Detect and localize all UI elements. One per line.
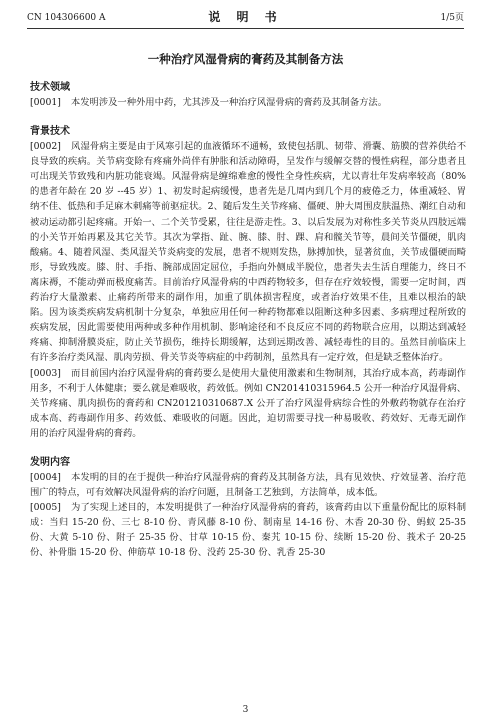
document-title: 一种治疗风湿骨病的膏药及其制备方法 [147,52,344,66]
paragraph-0003 [30,366,466,441]
paragraph-text: 而目前国内治疗风湿骨病的膏药要么是使用大量使用激素和生物制剂，其治疗成本高，药毒副作用多，不利于人体健康；要么就是难吸收，药效低。例如 CN201410315964.5 公开一种治疗风湿骨病、关节疼痛、肌肉损伤的膏药和 CN201210310687.X 公开了治疗风湿骨病综合性的外敷药物就存在治疗成本高、药毒副作用多、药效低、难吸收的问题。因此，迫切需要寻找一种易吸收、药效好、无毒无副作用的治疗风湿骨病的膏药。 [30,367,466,439]
paragraph-number: [0003] [30,367,61,379]
paragraph-number: [0004] [30,471,61,483]
page-header [27,8,464,26]
document-type: 说 明 书 [208,10,283,24]
section-heading-summary: 发明内容 [30,456,70,468]
paragraph-0002 [30,139,466,365]
paragraph-0005 [30,500,466,560]
paragraph-text: 本发明的目的在于提供一种治疗风湿骨病的膏药及其制备方法，具有见效快、疗效显著、治疗范围广的特点，可有效解决风湿骨病的治疗问题，且制备工艺独到，方法简单，成本低。 [30,471,466,499]
paragraph-number: [0002] [30,141,61,153]
header-rule [27,28,464,29]
paragraph-number: [0005] [30,502,61,514]
paragraph-text: 本发明涉及一种外用中药，尤其涉及一种治疗风湿骨病的膏药及其制备方法。 [70,97,388,108]
paragraph-text: 风湿骨病主要是由于风寒引起的血液循环不通畅，致使包括肌、韧带、滑囊、筋膜的营养供给不良导致的疾病。关节病变除有疼痛外尚伴有肿胀和活动障碍，呈发作与缓解交替的慢性病程，部分患者且可出现关节致残和内脏功能衰竭。风湿骨病是缠绵难愈的慢性全身性疾病，尤以青壮年发病率较高（80%的患者年龄在 20 岁 --45 岁）1、初发时起病缓慢，患者先是几周内到几个月的疲倦乏力，体重减轻、胃纳不佳、低热和手足麻木刺痛等前驱症状。2、随后发生关节疼痛、僵硬、肿大周围皮肤温热、潮红自动和被动运动都引起疼痛。开始一、二个关节受累，往往是游走性。3、以后发展为对称性多关节炎从四肢远端的小关节开始再累及其它关节。其次为掌指、趾、腕、膝、肘、踝、肩和髋关节等，晨间关节僵硬，肌肉酸痛。4、随着风湿、类风湿关节炎病变的发展，患者不规则发热，脉搏加快，显著贫血，关节成僵硬而畸形，导致残废。膝、肘、手指、腕部成固定屈位，手指向外侧成半脱位，患者失去生活自理能力，终日不离床褥，不能动弹而极度痛苦。目前治疗风湿骨病的中西药物较多，但存在疗效较慢，需要一定时间，西药治疗大量激素、止痛药所带来的副作用，加重了肌体损害程度，或者治疗效果不佳，且难以根治的缺陷。因为该类疾病发病机制十分复杂，单独应用任何一种药物都难以阻断这种多因素、多病理过程所致的疾病发展，因此需要使用两种或多种作用机制、影响途径和不良反应不同的药物联合应用，以期达到减轻疼痛、抑制滑膜炎症，防止关节损伤，维持长期缓解，达到远期改善、减轻毒性的目的。虽然目前临床上有许多治疗类风湿、肌肉劳损、骨关节炎等病症的中药制剂，虽然具有一定疗效，但是缺乏整体治疗。 [30,141,466,364]
paragraph-0004 [30,470,466,500]
section-heading-field: 技术领域 [30,82,70,93]
paragraph-0001 [30,95,466,110]
paragraph-number: [0001] [30,97,61,108]
paragraph-text: 为了实现上述目的，本发明提供了一种治疗风湿骨病的膏药，该膏药由以下重量份配比的原料制成：当归 15-20 份、三七 8-10 份、青风藤 8-10 份、制南星 14-16 份、木香 20-30 份、蚂蚁 25-35 份、大黄 5-10 份、附子 25-35 份、甘草 10-15 份、秦艽 10-15 份、续断 15-20 份、莪术子 20-25 份、补骨脂 15-20 份、伸筋草 10-18 份、没药 25-30 份、乳香 25-30 [30,502,466,559]
page-number: 3 [242,705,249,715]
document-number: CN 104306600 A [27,13,106,23]
page-info: 1/5页 [440,13,464,23]
document-body [30,80,466,561]
section-heading-background: 背景技术 [30,126,70,138]
